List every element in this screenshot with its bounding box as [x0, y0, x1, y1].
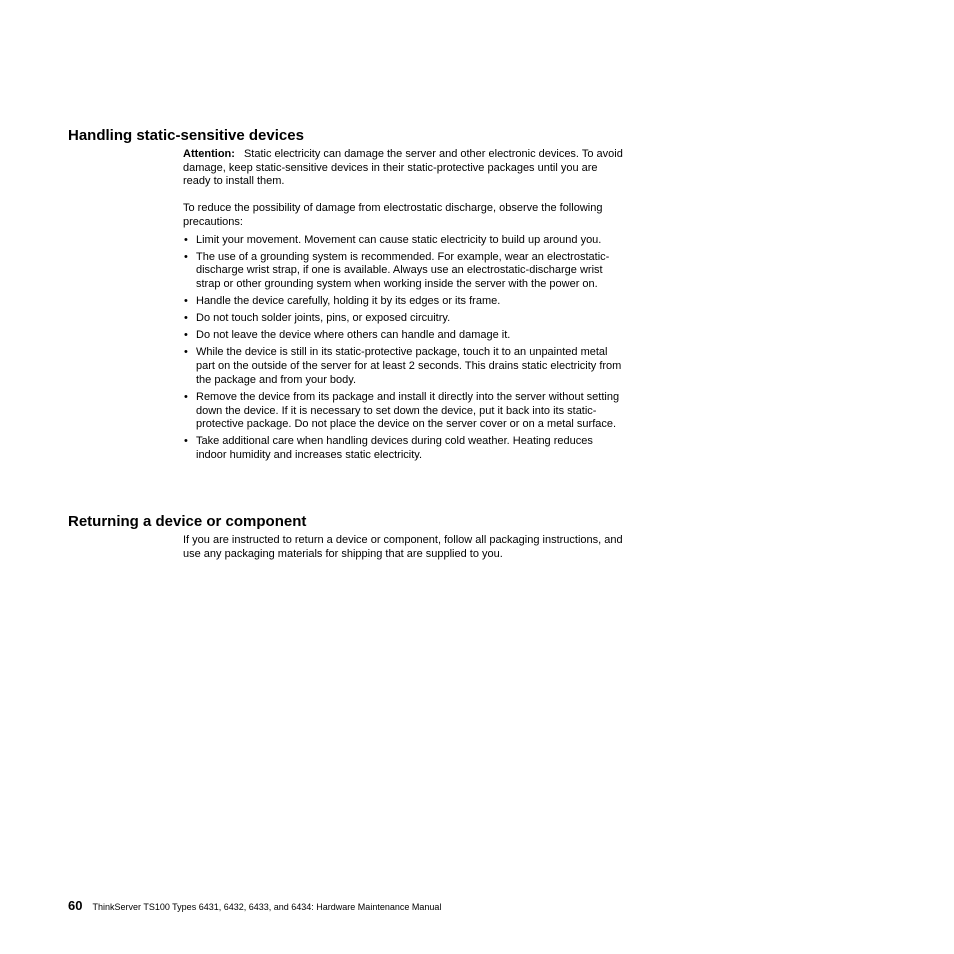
precautions-list [183, 234, 623, 463]
list-item: • While the device is still in its static-protective package, touch it to an unpainted metal part on the outside of the server for at least 2 seconds. This drains static electricity from the package and from your body. [183, 346, 623, 387]
list-item: • Do not touch solder joints, pins, or exposed circuitry. [183, 312, 623, 326]
list-item: • Limit your movement. Movement can cause static electricity to build up around you. [183, 234, 623, 248]
list-item: • The use of a grounding system is recommended. For example, wear an electrostatic-discharge wrist strap, if one is available. Always use an electrostatic-discharge wrist strap or other grounding system when working inside the server with the power on. [183, 251, 623, 292]
heading-handling-static-sensitive-devices: Handling static-sensitive devices [68, 127, 304, 144]
precautions-intro: To reduce the possibility of damage from electrostatic discharge, observe the following precautions: [183, 202, 603, 228]
static-section-body [183, 148, 623, 466]
return-instructions: If you are instructed to return a device or component, follow all packaging instructions, and use any packaging materials for shipping that are supplied to you. [183, 534, 623, 560]
list-item: • Do not leave the device where others can handle and damage it. [183, 329, 623, 343]
page-footer [68, 898, 441, 915]
list-item: • Take additional care when handling devices during cold weather. Heating reduces indoor humidity and increases static electricity. [183, 435, 623, 462]
manual-title: ThinkServer TS100 Types 6431, 6432, 6433, and 6434: Hardware Maintenance Manual [92, 902, 442, 912]
page-number: 60 [68, 898, 83, 913]
attention-label: Attention: [183, 148, 235, 160]
heading-returning-a-device: Returning a device or component [68, 513, 307, 530]
list-item: • Remove the device from its package and install it directly into the server without setting down the device. If it is necessary to set down the device, put it back into its static-protective package. Do not place the device on the server cover or on a metal surface. [183, 391, 623, 432]
list-item: • Handle the device carefully, holding it by its edges or its frame. [183, 295, 623, 309]
return-section-body [183, 534, 623, 561]
attention-text: Static electricity can damage the server and other electronic devices. To avoid damage, keep static-sensitive devices in their static-protective packages until you are ready to install them. [183, 148, 623, 188]
attention-notice [183, 148, 623, 189]
